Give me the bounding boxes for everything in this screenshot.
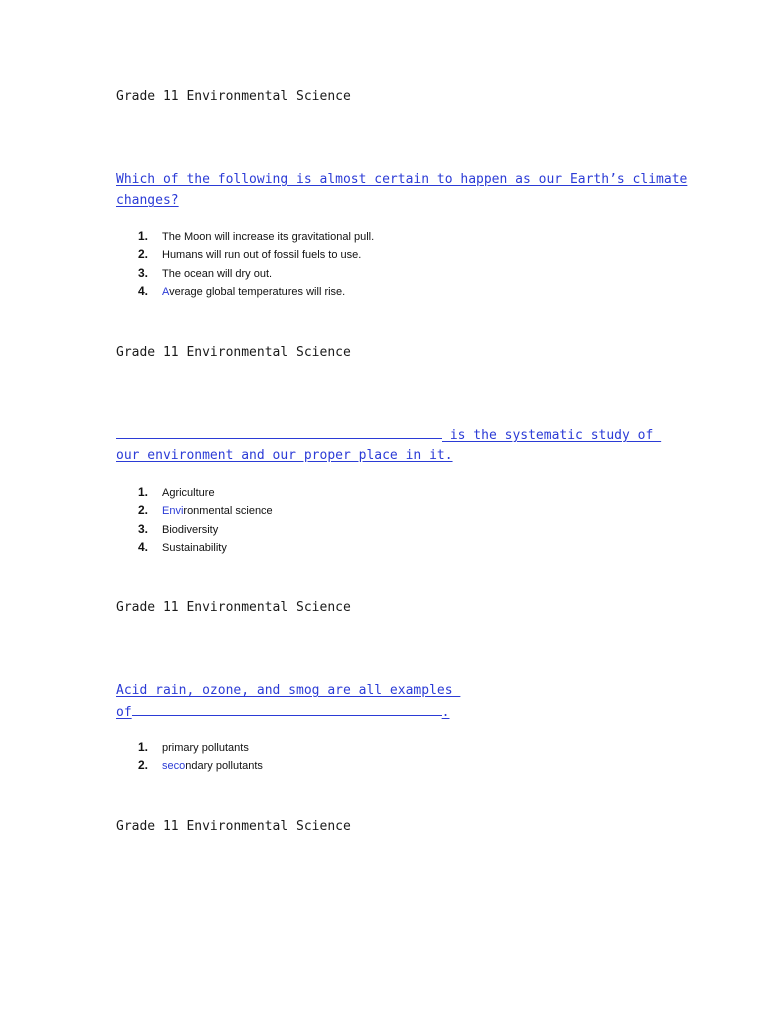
option-item: 3. The ocean will dry out. — [138, 265, 273, 280]
option-item: 4. Sustainability — [138, 539, 227, 554]
option-item: 1. Agriculture — [138, 485, 215, 499]
option-item: 2. secondary pollutants — [138, 758, 263, 773]
question-3-options — [138, 738, 263, 775]
option-item: 1. The Moon will increase its gravitational pull. — [138, 229, 375, 243]
question-3-line-2-start: of — [116, 705, 132, 720]
question-2 — [116, 424, 661, 466]
section-header: Grade 11 Environmental Science — [116, 819, 351, 834]
question-1-line-2: changes? — [116, 193, 179, 208]
option-item: 4. Average global temperatures will rise. — [138, 283, 346, 298]
question-2-line-1: is the systematic study of — [442, 428, 662, 443]
section-header: Grade 11 Environmental Science — [116, 600, 351, 615]
question-1-line-1: Which of the following is almost certain to happen as our Earth’s climate — [116, 172, 688, 187]
question-2-line-2: our environment and our proper place in it. — [116, 448, 453, 463]
question-1 — [116, 169, 687, 211]
option-item: 3. Biodiversity — [138, 521, 219, 536]
question-3-line-1: Acid rain, ozone, and smog are all examples — [116, 683, 461, 698]
option-item: 2. Humans will run out of fossil fuels to use. — [138, 247, 362, 262]
answer-blank — [132, 701, 442, 716]
section-header: Grade 11 Environmental Science — [116, 345, 351, 360]
question-2-options — [138, 483, 273, 556]
question-3 — [116, 680, 460, 722]
option-item: 2. Environmental science — [138, 503, 273, 518]
question-3-line-2-end: . — [441, 705, 450, 720]
section-header: Grade 11 Environmental Science — [116, 89, 351, 104]
option-item: 1. primary pollutants — [138, 740, 249, 754]
answer-blank — [116, 424, 442, 439]
question-1-options — [138, 227, 374, 300]
